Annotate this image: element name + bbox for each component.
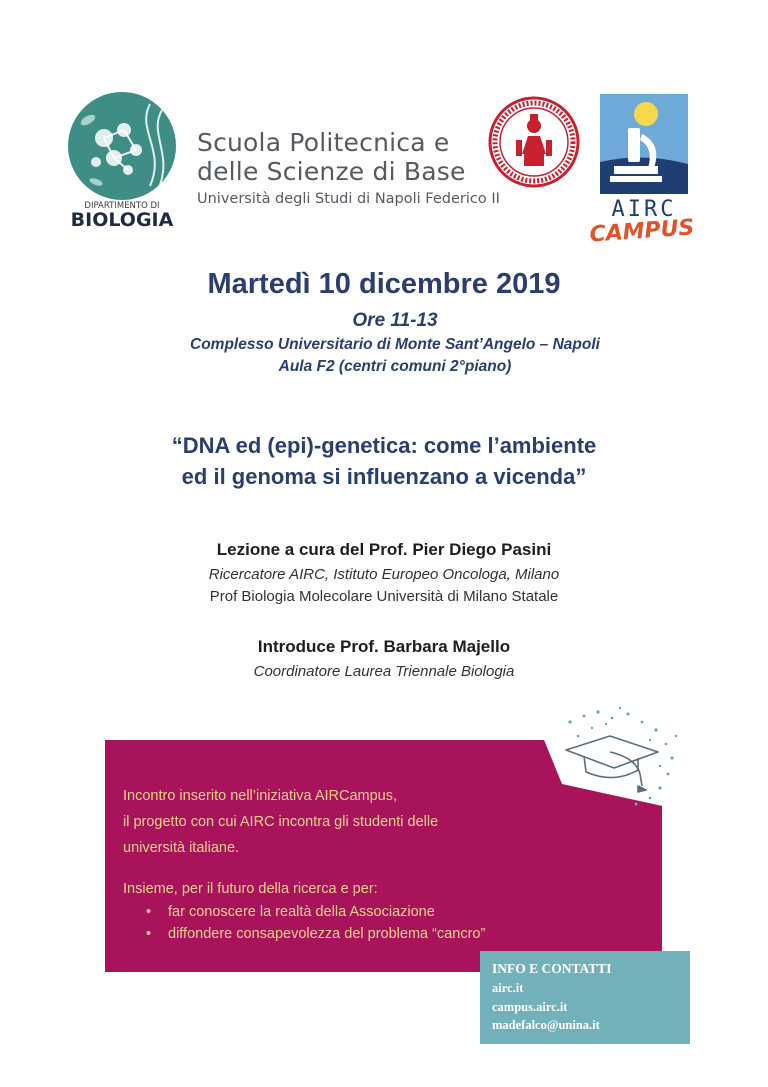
campaign-intro-line2: il progetto con cui AIRC incontra gli studenti delle xyxy=(123,814,439,830)
school-name-line1: Scuola Politecnica e xyxy=(197,128,450,157)
contact-link-airc[interactable]: airc.it xyxy=(492,981,524,995)
lecture-title-line2: ed il genoma si influenzano a vicenda” xyxy=(181,464,587,489)
event-date: Martedì 10 dicembre 2019 xyxy=(207,268,561,300)
list-item: • diffondere consapevolezza del problema “cancro” xyxy=(146,922,485,946)
dna-circle-icon xyxy=(66,90,178,230)
airc-campus-logo xyxy=(584,92,702,242)
svg-text:AIRC: AIRC xyxy=(611,197,677,222)
event-time: Ore 11-13 xyxy=(352,310,438,331)
university-name: Università degli Studi di Napoli Federico II xyxy=(197,191,500,207)
introducer-name: Introduce Prof. Barbara Majello xyxy=(257,637,511,656)
lecturer-name: Lezione a cura del Prof. Pier Diego Pasini xyxy=(216,540,552,559)
introducer-role: Coordinatore Laurea Triennale Biologia xyxy=(253,663,515,680)
lecturer-position: Prof Biologia Molecolare Università di Milano Statale xyxy=(209,588,559,605)
list-item: • far conoscere la realtà della Associazione xyxy=(146,900,435,924)
contact-email[interactable]: madefalco@unina.it xyxy=(492,1018,600,1032)
event-room: Aula F2 (centri comuni 2°piano) xyxy=(278,358,512,375)
svg-text:CAMPUS: CAMPUS xyxy=(588,215,696,242)
event-venue: Complesso Universitario di Monte Sant’Angelo – Napoli xyxy=(190,336,600,353)
contacts-title: INFO E CONTATTI xyxy=(492,961,612,976)
microscope-icon xyxy=(584,92,702,242)
school-name-line2: delle Scienze di Base xyxy=(197,157,466,186)
campaign-intro-line3: università italiane. xyxy=(123,840,240,856)
lecture-title-line1: “DNA ed (epi)-genetica: come l’ambiente xyxy=(171,433,597,458)
biology-department-logo xyxy=(66,90,178,230)
contacts-box xyxy=(480,951,690,1044)
campaign-intro-line1: Incontro inserito nell’iniziativa AIRCampus, xyxy=(123,788,398,804)
seal-icon xyxy=(488,96,580,188)
campaign-goals-intro: Insieme, per il futuro della ricerca e per: xyxy=(123,881,378,897)
contact-link-campus[interactable]: campus.airc.it xyxy=(492,1000,568,1014)
svg-text:DIPARTIMENTO DI: DIPARTIMENTO DI xyxy=(84,201,160,211)
campaign-intro xyxy=(123,783,653,861)
lecturer-affiliation: Ricercatore AIRC, Istituto Europeo Oncologa, Milano xyxy=(208,566,560,583)
university-seal-logo xyxy=(488,96,580,188)
svg-text:BIOLOGIA: BIOLOGIA xyxy=(70,209,174,230)
